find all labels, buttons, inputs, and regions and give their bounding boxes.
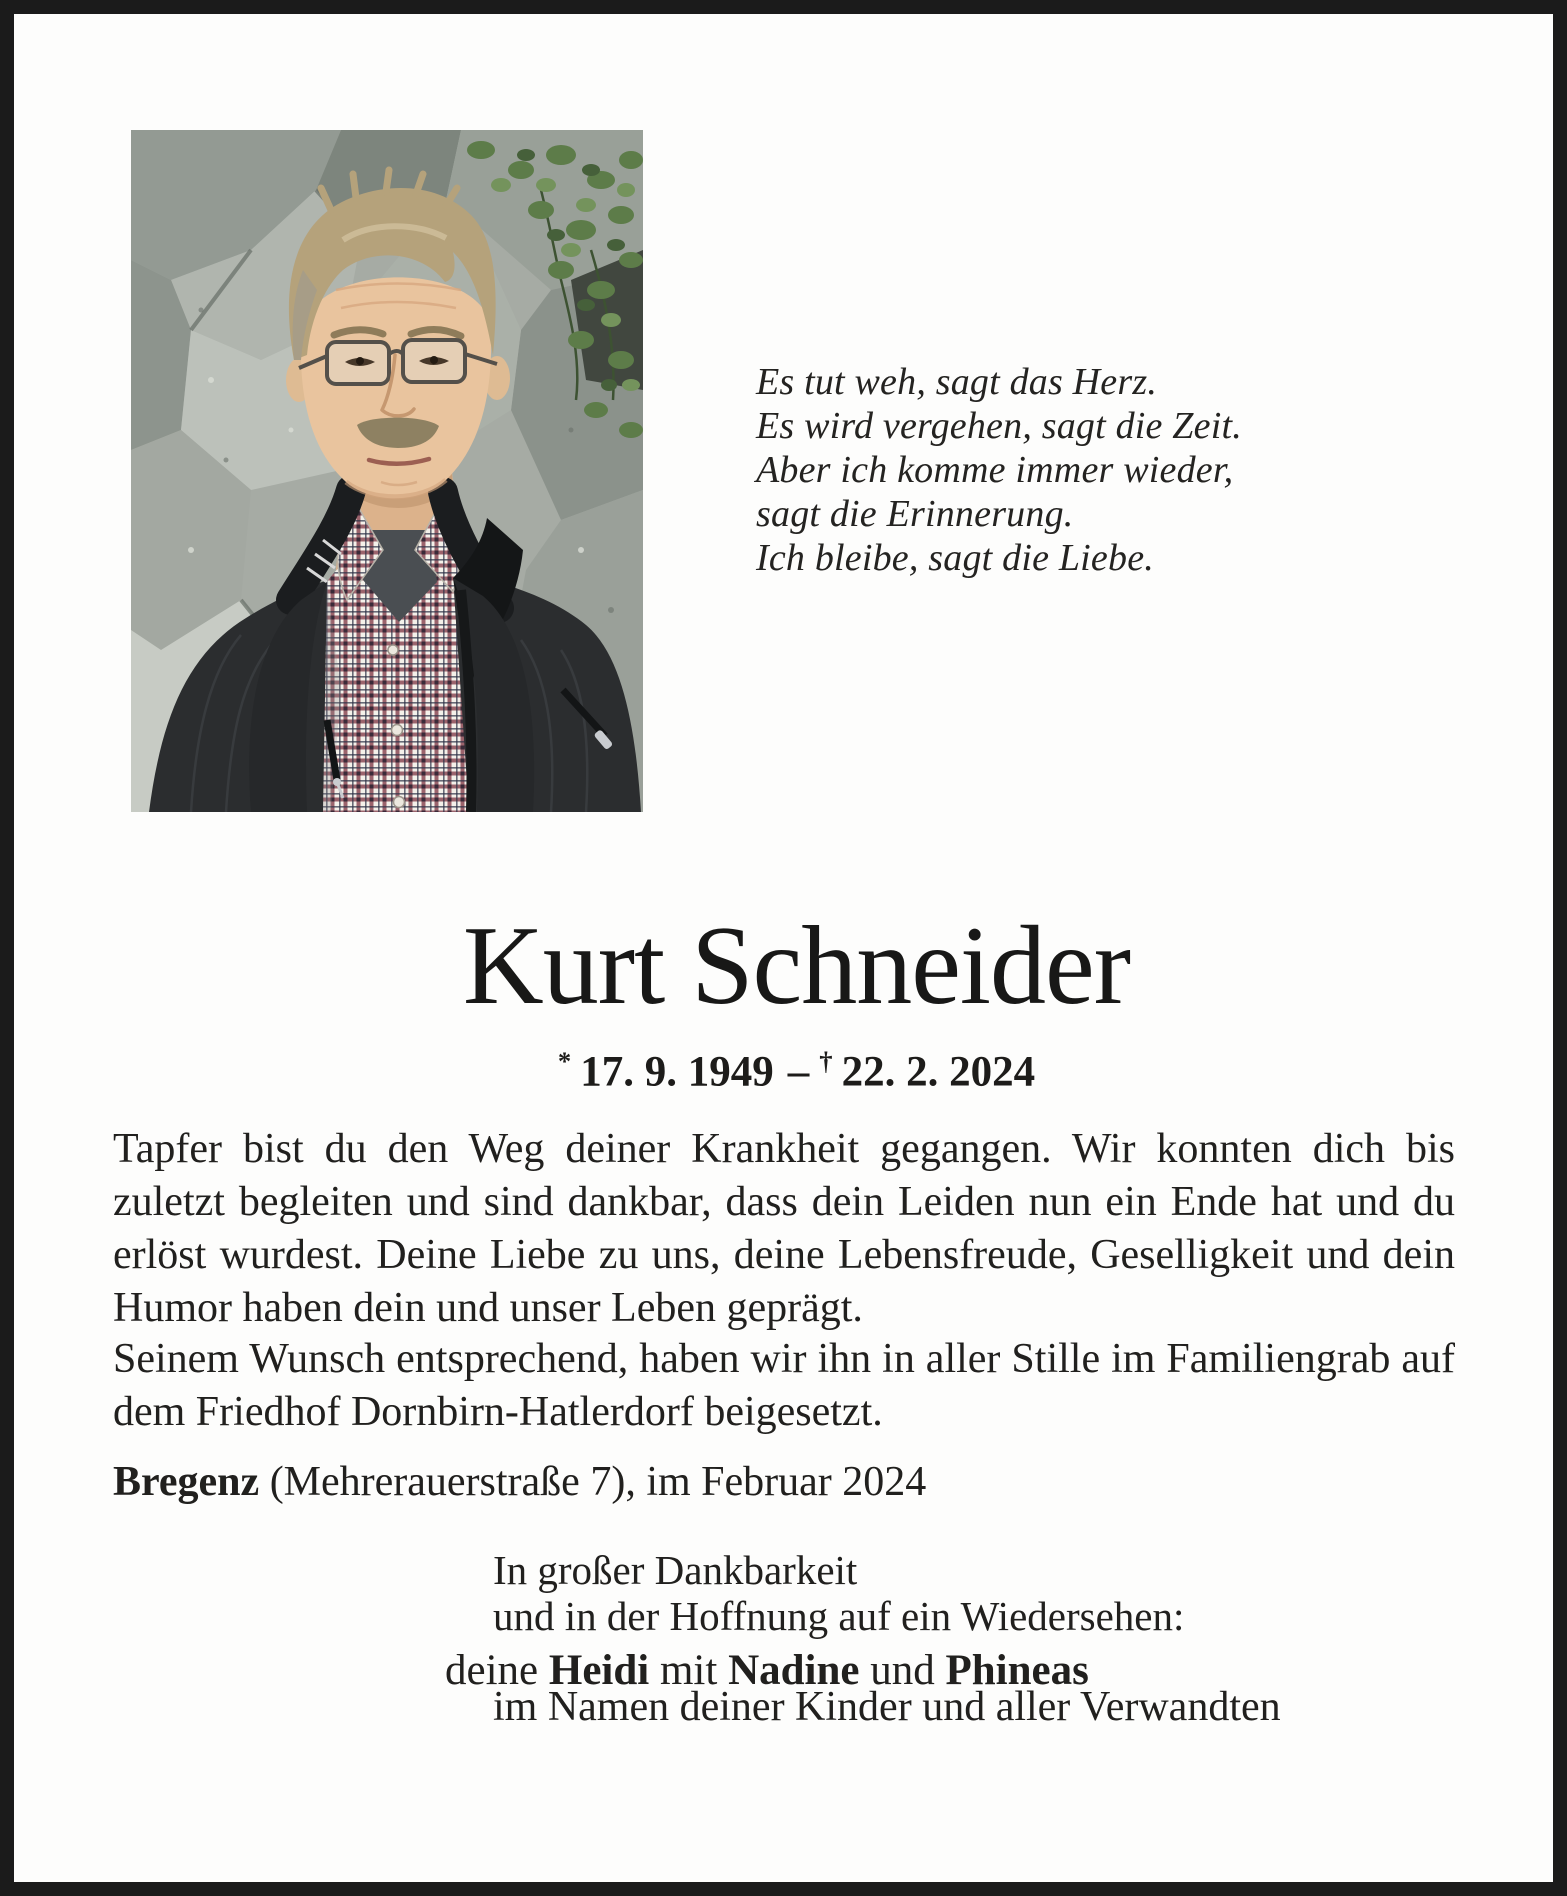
family-signature: deine Heidi mit Nadine und Phineas [445, 1647, 1089, 1694]
location-city: Bregenz [113, 1459, 260, 1505]
deceased-name: Kurt Schneider [462, 904, 1131, 1028]
closing-lines [493, 1547, 1184, 1639]
tribute-paragraph: Tapfer bist du den Weg deiner Krankheit gegangen. Wir konnten dich bis zuletzt begleiten und sind dankbar, dass dein Leiden nun ein Ende hat und du erlöst wurdest. Deine Liebe zu uns, deine Lebensfreude, Geselligkeit und dein Humor haben dein und unser Leben geprägt. [113, 1126, 1455, 1331]
poem-line: Es wird vergehen, sagt die Zeit. [756, 405, 1242, 447]
birth-date: 17. 9. 1949 [580, 1048, 774, 1096]
burial-paragraph: Seinem Wunsch entsprechend, haben wir ihn in aller Stille im Familiengrab auf dem Friedhof Dornbirn-Hatlerdorf beigesetzt. [113, 1336, 1455, 1435]
family-note: im Namen deiner Kinder und aller Verwandten [493, 1684, 1281, 1730]
portrait-photo [131, 130, 643, 812]
poem-line: sagt die Erinnerung. [756, 493, 1074, 535]
birth-star-symbol: * [557, 1046, 572, 1076]
closing-line: und in der Hoffnung auf ein Wiedersehen: [493, 1593, 1185, 1639]
poem-line: Ich bleibe, sagt die Liebe. [756, 537, 1154, 579]
location-line [113, 1458, 926, 1506]
family-name: Heidi [548, 1647, 650, 1694]
family-prefix: deine [445, 1647, 549, 1694]
portrait-illustration [131, 130, 643, 812]
family-name: Nadine [728, 1647, 860, 1694]
poem-line: Aber ich komme immer wieder, [756, 449, 1234, 491]
death-cross-symbol: † [819, 1046, 833, 1076]
family-name: Phineas [945, 1647, 1089, 1694]
closing-line: In großer Dankbarkeit [493, 1547, 858, 1593]
memorial-poem [756, 360, 1242, 580]
life-dates [14, 1046, 1567, 1096]
death-date: 22. 2. 2024 [841, 1048, 1036, 1096]
location-rest: (Mehrerauerstraße 7), im Februar 2024 [259, 1459, 927, 1505]
poem-line: Es tut weh, sagt das Herz. [756, 361, 1158, 403]
date-separator: – [787, 1048, 810, 1096]
